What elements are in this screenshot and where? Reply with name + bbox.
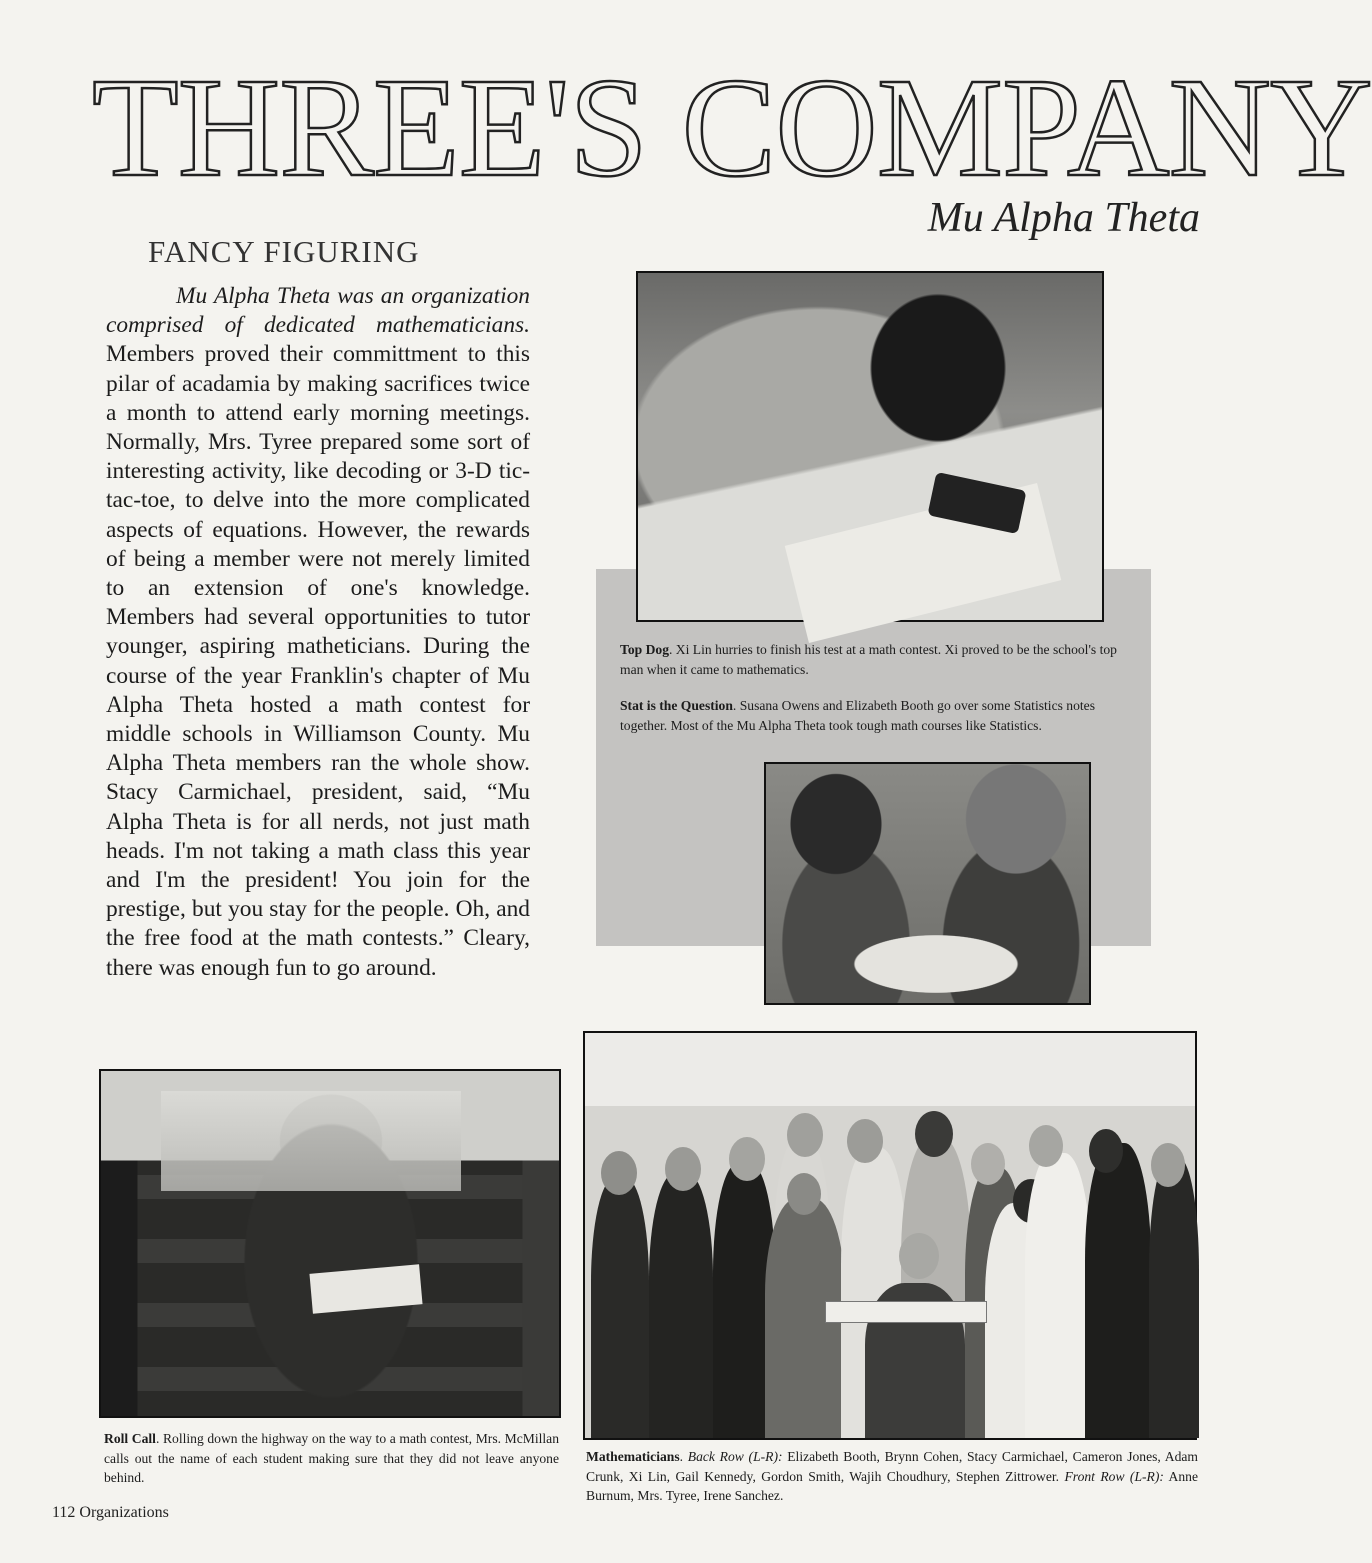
desk [825,1301,987,1323]
section-heading: FANCY FIGURING [148,234,420,269]
group-member-head [787,1173,821,1215]
photo-mathematicians-group [583,1031,1197,1440]
group-member-head [1029,1125,1063,1167]
page-title: THREE'S COMPANY [92,48,1372,206]
front-row-names: Anne Burnum, Mrs. Tyree, Irene Sanchez. [586,1468,1199,1503]
group-member [1149,1158,1199,1438]
group-member-head [899,1233,939,1279]
group-member-head [601,1151,637,1195]
back-row-names: Elizabeth Booth, Brynn Cohen, Stacy Carmichael, Cameron Jones, Adam Crunk, Xi Lin, Gail Kennedy, Gordon Smith, Wajih Choudhury, Stephen Zittrower. [586,1449,1198,1484]
photo-roll-call [99,1069,561,1418]
article-body [106,282,530,983]
caption-label: Roll Call [104,1431,156,1446]
group-member-head [665,1147,701,1191]
group-member-head [915,1111,953,1157]
group-member-head [1089,1129,1123,1173]
back-row-label: Back Row (L-R): [687,1449,783,1464]
caption-label: Top Dog [620,642,669,657]
group-member-head [729,1137,765,1181]
roster-sheet [309,1264,422,1313]
page-subtitle: Mu Alpha Theta [927,195,1200,241]
caption-group [586,1447,1198,1506]
group-member [591,1178,649,1438]
group-member [1085,1143,1151,1438]
bus-windshield [161,1091,461,1191]
caption-stat [620,696,1140,735]
front-row-label: Front Row (L-R): [1064,1468,1164,1484]
article-intro: Mu Alpha Theta was an organization comprised of dedicated mathematicians. [106,283,530,339]
caption-text: . Xi Lin hurries to finish his test at a math contest. Xi proved to be the school's top man when it came to mathematics. [620,642,1117,677]
caption-label: Mathematicians [586,1449,680,1464]
group-member-head [1151,1143,1185,1187]
caption-text: . Rolling down the highway on the way to a math contest, Mrs. McMillan calls out the name of each student making sure that they did not leave anyone behind. [104,1431,559,1485]
article-text: Members proved their committment to this pilar of acadamia by making sacrifices twice a month to attend early morning meetings. Normally, Mrs. Tyree prepared some sort of interesting activity, like decoding or 3-D tic-tac-toe, to delve into the more complicated aspects of equations. However, the rewards of being a member were not merely limited to an extension of one's knowledge. Members had several opportunities to tutor younger, aspiring matheticians. During the course of the year Franklin's chapter of Mu Alpha Theta hosted a math contest for middle schools in Williamson County. Mu Alpha Theta members ran the whole show. Stacy Carmichael, president, said, “Mu Alpha Theta is for all nerds, not just math heads. I'm not taking a math class this year and I'm the president! You join for the prestige, but you stay for the people. Oh, and the free food at the math contests.” Cleary, there was enough fun to go around. [106,341,530,981]
caption-label: Stat is the Question [620,698,733,713]
group-member-head [847,1119,883,1163]
page-folio: 112 Organizations [52,1504,169,1521]
caption-separator: . [679,1449,688,1464]
group-member-head [971,1143,1005,1185]
photo-top-dog [636,271,1104,622]
caption-roll-call [104,1429,559,1488]
photo-stat-question [764,762,1091,1005]
group-member [649,1173,713,1438]
group-member-head [787,1113,823,1157]
group-member [1025,1153,1091,1438]
caption-top-dog [620,640,1140,679]
caption-text: . Susana Owens and Elizabeth Booth go over some Statistics notes together. Most of the Mu Alpha Theta took tough math courses like Statistics. [620,698,1095,733]
